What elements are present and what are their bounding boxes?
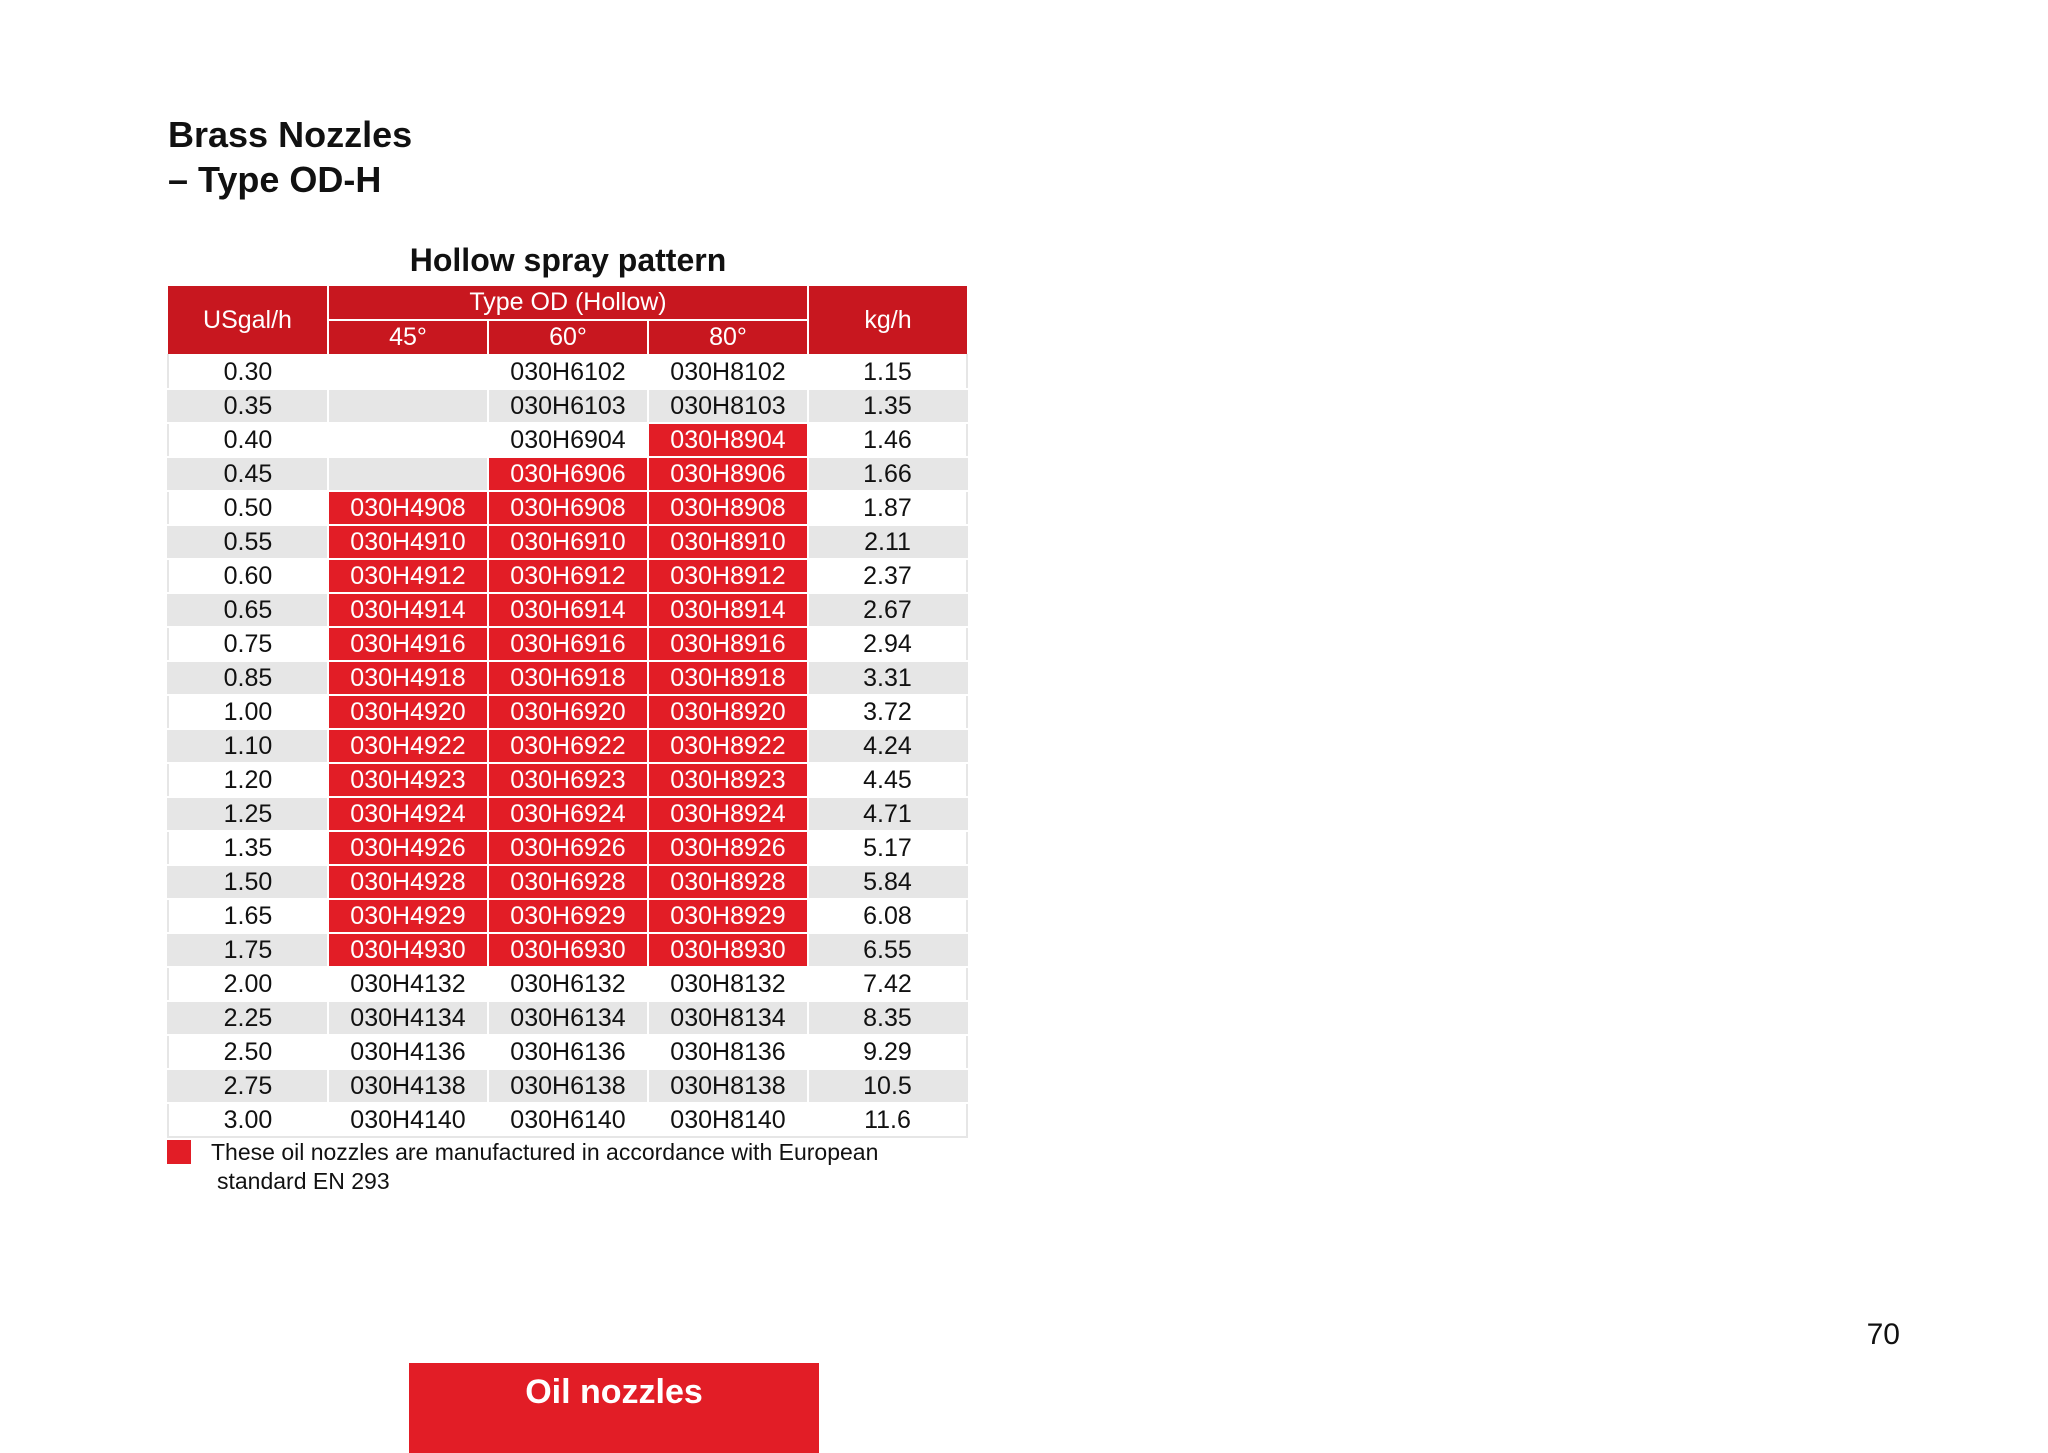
table-header (168, 286, 967, 355)
cell-type-45: 030H4928 (328, 865, 488, 899)
cell-usgal: 1.00 (168, 695, 328, 729)
cell-kg: 2.94 (808, 627, 967, 661)
section-tab-oil-nozzles[interactable]: Oil nozzles (409, 1363, 819, 1453)
cell-type-80: 030H8929 (648, 899, 808, 933)
cell-kg: 7.42 (808, 967, 967, 1001)
cell-usgal: 0.85 (168, 661, 328, 695)
cell-type-80: 030H8906 (648, 457, 808, 491)
cell-type-45: 030H4914 (328, 593, 488, 627)
cell-type-80: 030H8924 (648, 797, 808, 831)
header-angle-60: 60° (488, 320, 648, 355)
cell-kg: 8.35 (808, 1001, 967, 1035)
cell-kg: 2.37 (808, 559, 967, 593)
nozzle-table (167, 286, 968, 1138)
cell-type-60: 030H6930 (488, 933, 648, 967)
table-row (168, 457, 967, 491)
cell-usgal: 1.20 (168, 763, 328, 797)
cell-type-45: 030H4134 (328, 1001, 488, 1035)
table-row (168, 831, 967, 865)
cell-usgal: 0.65 (168, 593, 328, 627)
cell-kg: 11.6 (808, 1103, 967, 1137)
header-usgal: USgal/h (168, 286, 328, 355)
cell-usgal: 1.25 (168, 797, 328, 831)
legend-note-line-1: These oil nozzles are manufactured in accordance with European (211, 1139, 879, 1165)
cell-type-80: 030H8914 (648, 593, 808, 627)
cell-type-45: 030H4908 (328, 491, 488, 525)
table-row (168, 695, 967, 729)
cell-type-80: 030H8138 (648, 1069, 808, 1103)
cell-kg: 3.31 (808, 661, 967, 695)
cell-type-45: 030H4920 (328, 695, 488, 729)
cell-usgal: 0.75 (168, 627, 328, 661)
cell-kg: 1.87 (808, 491, 967, 525)
cell-type-80: 030H8923 (648, 763, 808, 797)
table-row (168, 491, 967, 525)
cell-type-60: 030H6102 (488, 355, 648, 389)
cell-type-60: 030H6904 (488, 423, 648, 457)
cell-type-80: 030H8928 (648, 865, 808, 899)
cell-type-60: 030H6906 (488, 457, 648, 491)
header-type-od-group: Type OD (Hollow) (328, 286, 808, 320)
legend-note-line-2: standard EN 293 (217, 1168, 390, 1194)
cell-type-80: 030H8916 (648, 627, 808, 661)
table-row (168, 525, 967, 559)
header-angle-45: 45° (328, 320, 488, 355)
cell-type-60: 030H6914 (488, 593, 648, 627)
cell-type-80: 030H8908 (648, 491, 808, 525)
cell-type-80: 030H8102 (648, 355, 808, 389)
cell-type-45: 030H4930 (328, 933, 488, 967)
cell-type-60: 030H6140 (488, 1103, 648, 1137)
cell-usgal: 0.30 (168, 355, 328, 389)
legend-red-swatch (167, 1140, 191, 1164)
cell-usgal: 1.35 (168, 831, 328, 865)
table-row (168, 865, 967, 899)
table-row (168, 423, 967, 457)
cell-kg: 6.08 (808, 899, 967, 933)
table-row (168, 729, 967, 763)
table-row (168, 1103, 967, 1137)
cell-usgal: 1.65 (168, 899, 328, 933)
cell-kg: 9.29 (808, 1035, 967, 1069)
cell-kg: 10.5 (808, 1069, 967, 1103)
cell-kg: 3.72 (808, 695, 967, 729)
table-row (168, 559, 967, 593)
cell-type-60: 030H6138 (488, 1069, 648, 1103)
cell-type-80: 030H8103 (648, 389, 808, 423)
cell-type-60: 030H6916 (488, 627, 648, 661)
cell-usgal: 0.60 (168, 559, 328, 593)
cell-kg: 4.71 (808, 797, 967, 831)
cell-type-45 (328, 457, 488, 491)
table-subtitle: Hollow spray pattern (409, 242, 727, 278)
table-row (168, 967, 967, 1001)
cell-type-45: 030H4140 (328, 1103, 488, 1137)
cell-kg: 5.84 (808, 865, 967, 899)
page-title (168, 112, 412, 202)
table-row (168, 389, 967, 423)
cell-kg: 2.11 (808, 525, 967, 559)
table-row (168, 627, 967, 661)
cell-type-45 (328, 423, 488, 457)
cell-type-45: 030H4136 (328, 1035, 488, 1069)
table-row (168, 661, 967, 695)
cell-type-60: 030H6134 (488, 1001, 648, 1035)
cell-kg: 6.55 (808, 933, 967, 967)
table-body (168, 355, 967, 1137)
cell-type-80: 030H8140 (648, 1103, 808, 1137)
cell-kg: 1.35 (808, 389, 967, 423)
table-row (168, 899, 967, 933)
cell-usgal: 0.40 (168, 423, 328, 457)
table-row (168, 763, 967, 797)
header-kg: kg/h (808, 286, 967, 355)
cell-type-45: 030H4929 (328, 899, 488, 933)
cell-type-45: 030H4916 (328, 627, 488, 661)
cell-type-80: 030H8926 (648, 831, 808, 865)
cell-type-60: 030H6918 (488, 661, 648, 695)
cell-type-60: 030H6910 (488, 525, 648, 559)
cell-type-45: 030H4926 (328, 831, 488, 865)
cell-type-60: 030H6922 (488, 729, 648, 763)
table-row (168, 1001, 967, 1035)
cell-type-80: 030H8136 (648, 1035, 808, 1069)
cell-type-45: 030H4910 (328, 525, 488, 559)
page-number: 70 (1866, 1318, 1900, 1351)
cell-kg: 4.45 (808, 763, 967, 797)
cell-usgal: 0.45 (168, 457, 328, 491)
cell-usgal: 1.75 (168, 933, 328, 967)
cell-usgal: 2.75 (168, 1069, 328, 1103)
cell-kg: 1.46 (808, 423, 967, 457)
cell-type-60: 030H6929 (488, 899, 648, 933)
cell-type-60: 030H6912 (488, 559, 648, 593)
cell-type-60: 030H6924 (488, 797, 648, 831)
cell-type-45: 030H4924 (328, 797, 488, 831)
cell-type-60: 030H6928 (488, 865, 648, 899)
table-row (168, 797, 967, 831)
cell-type-80: 030H8132 (648, 967, 808, 1001)
cell-type-45: 030H4923 (328, 763, 488, 797)
cell-usgal: 0.55 (168, 525, 328, 559)
cell-usgal: 3.00 (168, 1103, 328, 1137)
legend-note (211, 1138, 911, 1196)
cell-type-80: 030H8930 (648, 933, 808, 967)
table-row (168, 933, 967, 967)
cell-type-80: 030H8918 (648, 661, 808, 695)
cell-usgal: 1.10 (168, 729, 328, 763)
cell-type-60: 030H6136 (488, 1035, 648, 1069)
cell-type-60: 030H6920 (488, 695, 648, 729)
cell-type-60: 030H6923 (488, 763, 648, 797)
cell-kg: 5.17 (808, 831, 967, 865)
cell-type-45 (328, 355, 488, 389)
cell-type-45: 030H4918 (328, 661, 488, 695)
cell-type-80: 030H8904 (648, 423, 808, 457)
cell-kg: 1.66 (808, 457, 967, 491)
cell-usgal: 1.50 (168, 865, 328, 899)
page-title-line-2: – Type OD-H (168, 159, 382, 200)
cell-usgal: 2.00 (168, 967, 328, 1001)
cell-kg: 2.67 (808, 593, 967, 627)
cell-type-45 (328, 389, 488, 423)
cell-usgal: 2.50 (168, 1035, 328, 1069)
table-row (168, 355, 967, 389)
cell-type-80: 030H8912 (648, 559, 808, 593)
cell-type-80: 030H8922 (648, 729, 808, 763)
cell-usgal: 0.35 (168, 389, 328, 423)
table-row (168, 593, 967, 627)
cell-type-45: 030H4912 (328, 559, 488, 593)
cell-type-45: 030H4138 (328, 1069, 488, 1103)
table-row (168, 1035, 967, 1069)
cell-type-60: 030H6908 (488, 491, 648, 525)
header-angle-80: 80° (648, 320, 808, 355)
cell-kg: 4.24 (808, 729, 967, 763)
cell-usgal: 2.25 (168, 1001, 328, 1035)
table-row (168, 1069, 967, 1103)
cell-usgal: 0.50 (168, 491, 328, 525)
cell-type-60: 030H6103 (488, 389, 648, 423)
cell-type-60: 030H6926 (488, 831, 648, 865)
cell-type-80: 030H8134 (648, 1001, 808, 1035)
cell-type-45: 030H4132 (328, 967, 488, 1001)
cell-kg: 1.15 (808, 355, 967, 389)
cell-type-60: 030H6132 (488, 967, 648, 1001)
cell-type-45: 030H4922 (328, 729, 488, 763)
cell-type-80: 030H8920 (648, 695, 808, 729)
cell-type-80: 030H8910 (648, 525, 808, 559)
page-title-line-1: Brass Nozzles (168, 114, 413, 155)
